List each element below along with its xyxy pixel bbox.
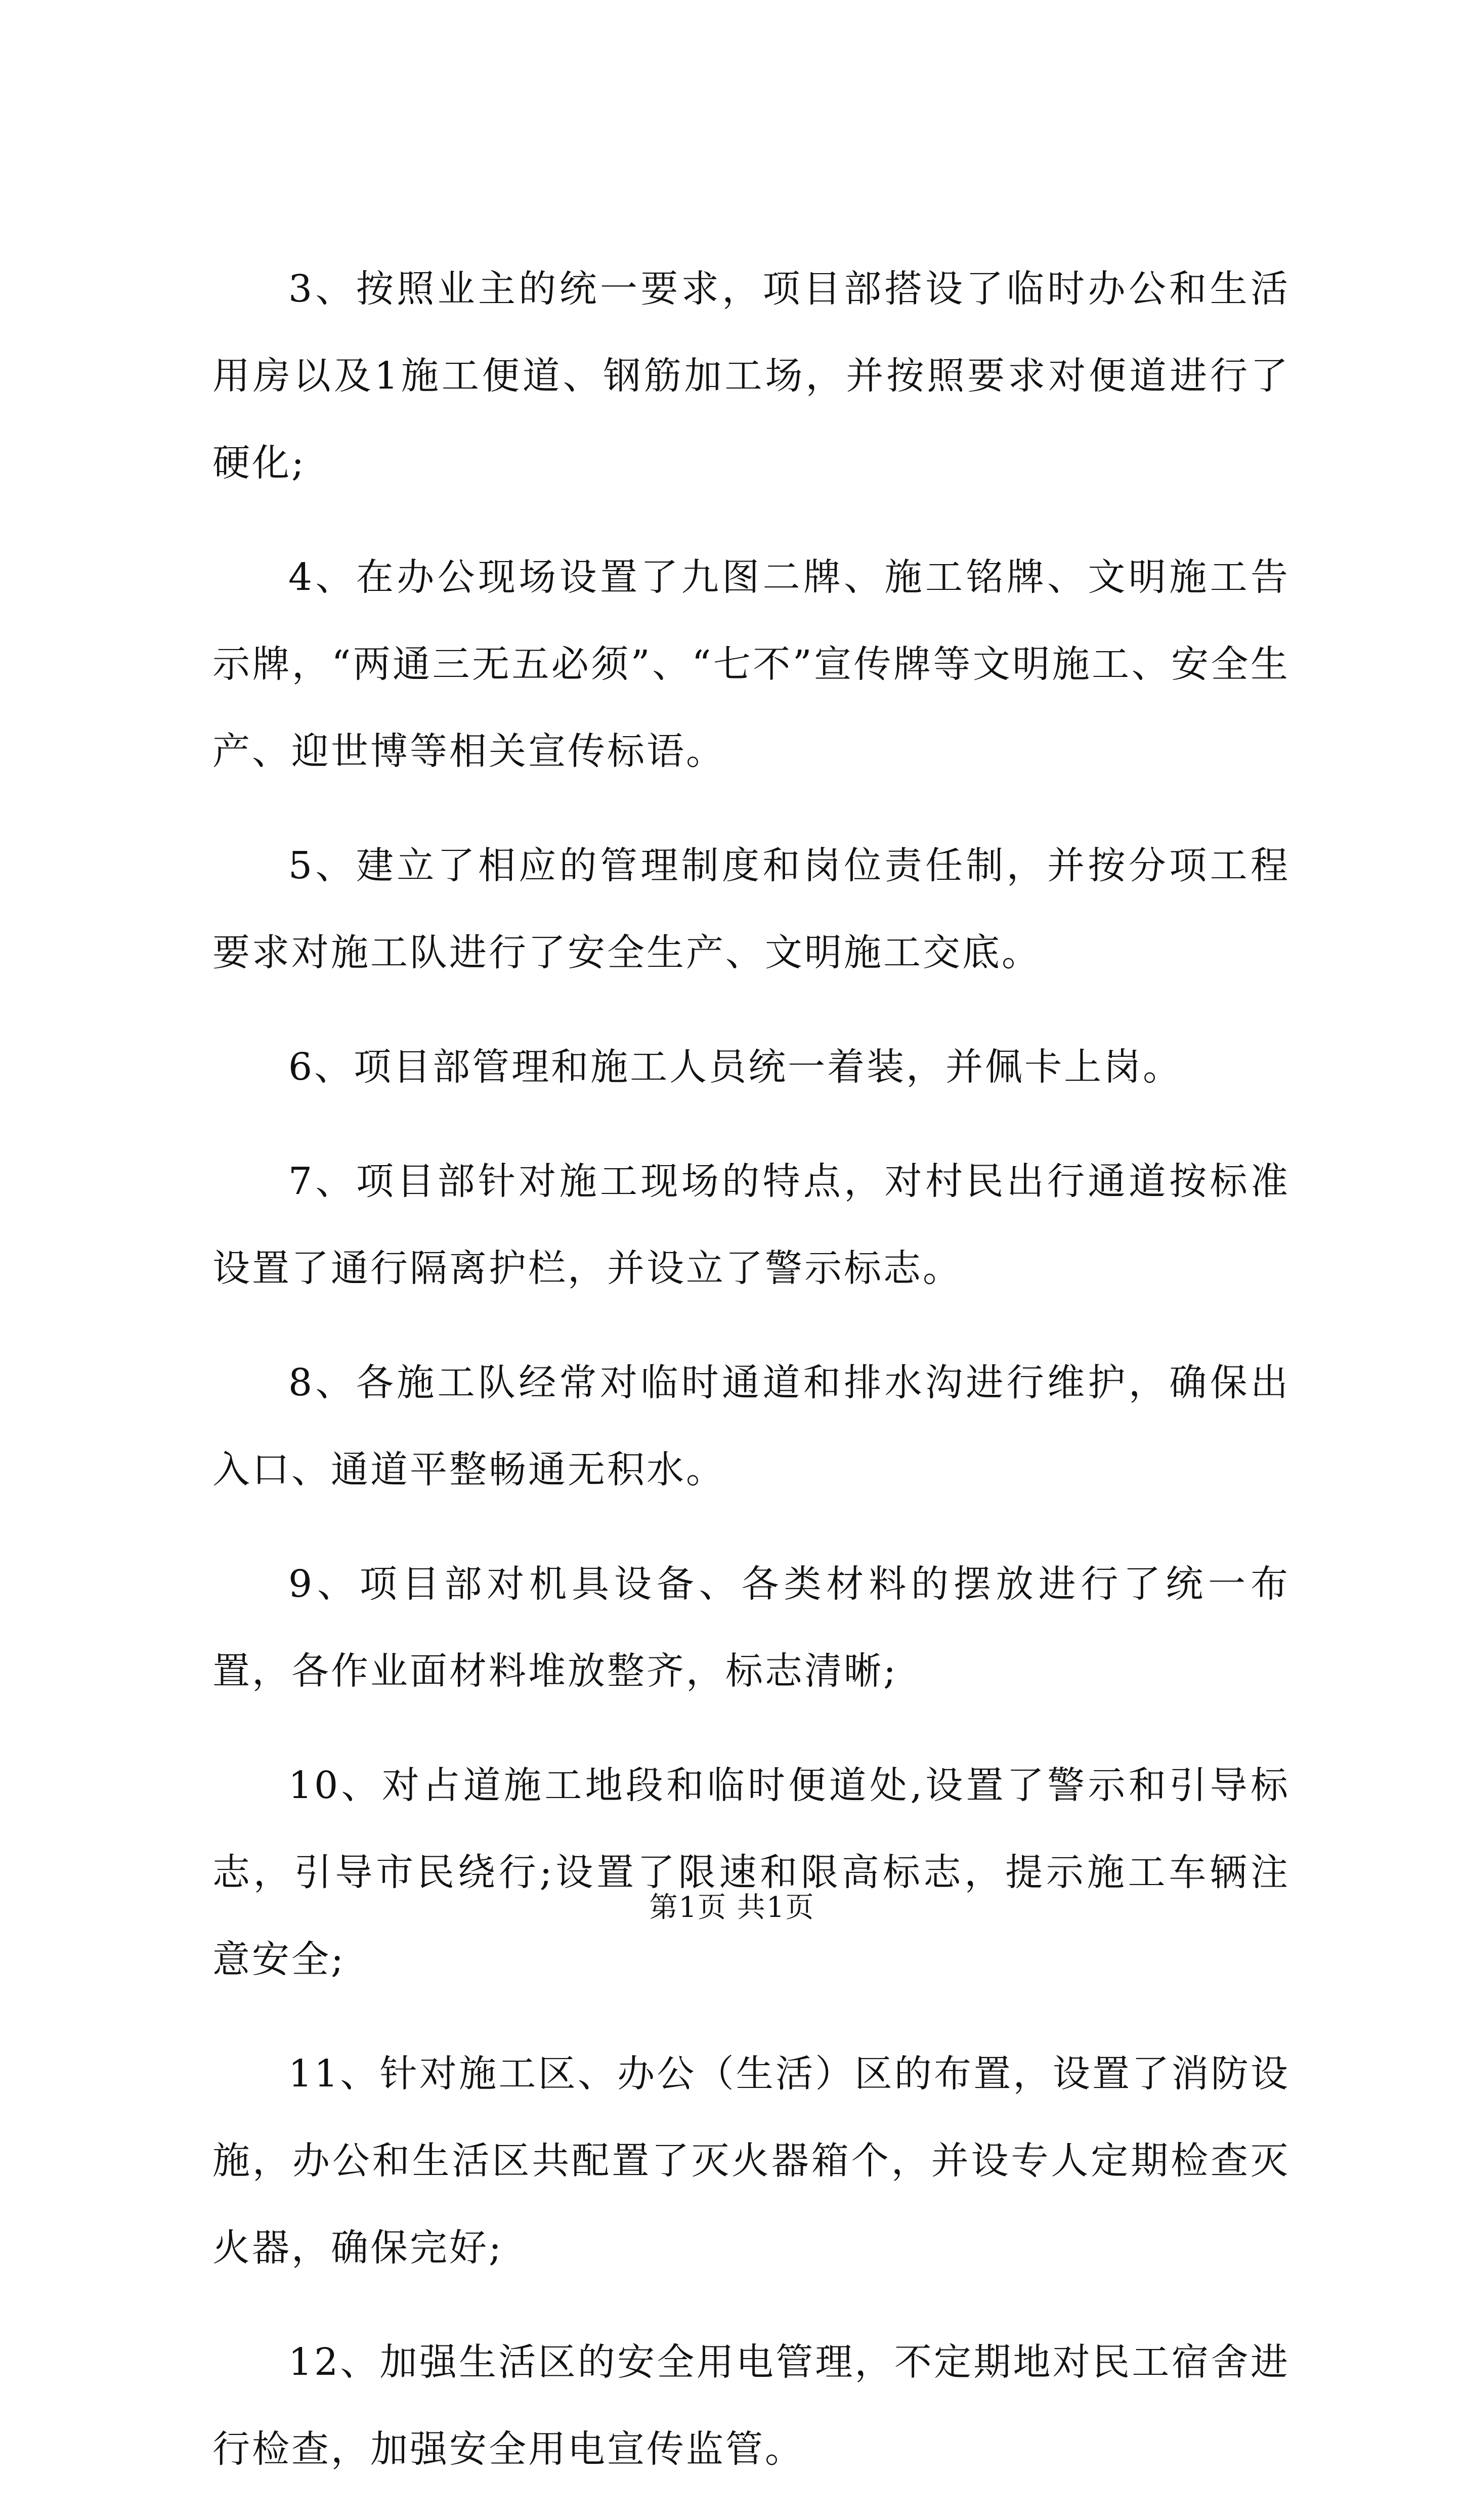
paragraph-item-4: 4、在办公现场设置了九图二牌、施工铭牌、文明施工告示牌，“两通三无五必须”、“七不”宣传牌等文明施工、安全生产、迎世博等相关宣传标语。 bbox=[212, 556, 1290, 773]
paragraph-item-3: 3、按照业主的统一要求，项目部搭设了临时办公和生活用房以及1施工便道、钢筋加工场，并按照要求对便道进行了硬化; bbox=[212, 267, 1290, 485]
paragraph-item-8: 8、各施工队经常对临时通道和排水沟进行维护，确保出入口、通道平整畅通无积水。 bbox=[212, 1361, 1290, 1491]
paragraph-item-5: 5、建立了相应的管理制度和岗位责任制，并按分项工程要求对施工队进行了安全生产、文明施工交底。 bbox=[212, 844, 1290, 974]
paragraph-item-9: 9、项目部对机具设备、各类材料的摆放进行了统一布置，各作业面材料堆放整齐，标志清晰; bbox=[212, 1562, 1290, 1693]
paragraph-item-11: 11、针对施工区、办公（生活）区的布置，设置了消防设施，办公和生活区共配置了灭火器箱个，并设专人定期检查灭火器，确保完好; bbox=[212, 2052, 1290, 2270]
document-body bbox=[212, 245, 1290, 2520]
paragraph-item-12: 12、加强生活区的安全用电管理，不定期地对民工宿舍进行检查，加强安全用电宣传监管。 bbox=[212, 2340, 1290, 2471]
page-number-footer: 第1页 共1页 bbox=[649, 1891, 815, 1924]
paragraph-item-6: 6、项目部管理和施工人员统一着装，并佩卡上岗。 bbox=[288, 1045, 1183, 1089]
paragraph-item-10: 10、对占道施工地段和临时便道处,设置了警示和引导标志，引导市民绕行;设置了限速和限高标志，提示施工车辆注意安全; bbox=[212, 1764, 1290, 1981]
paragraph-item-7: 7、项目部针对施工现场的特点，对村民出行通道按标准设置了通行隔离护栏，并设立了警示标志。 bbox=[212, 1160, 1290, 1290]
